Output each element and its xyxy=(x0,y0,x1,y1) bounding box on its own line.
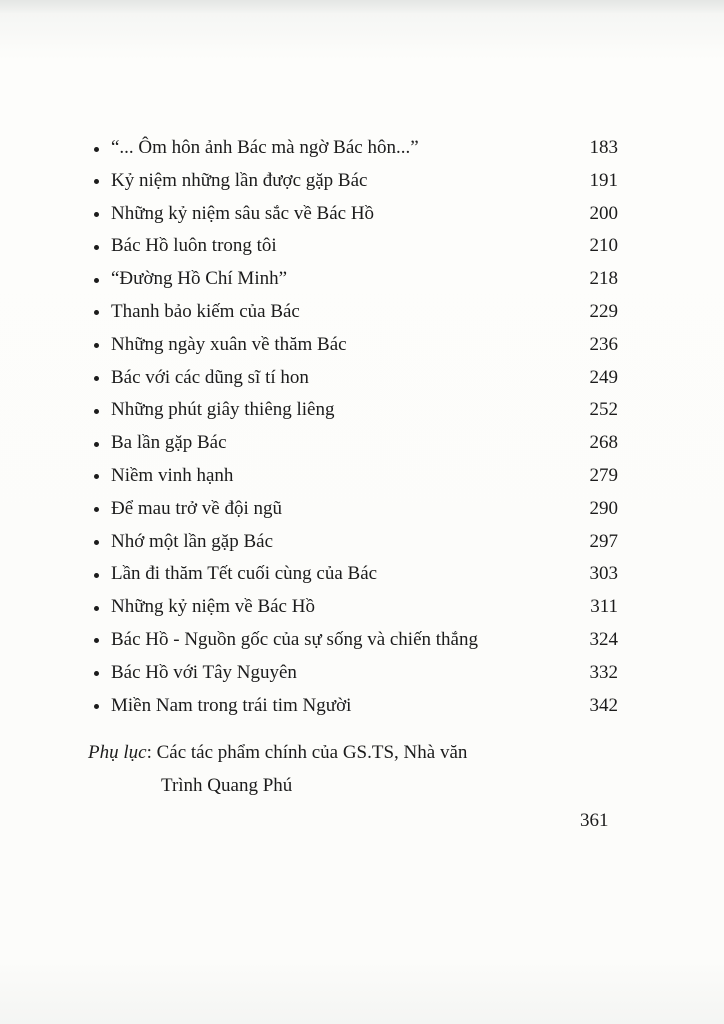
toc-entry-page: 236 xyxy=(589,333,618,355)
bullet-icon xyxy=(94,573,99,578)
toc-entry-title: Ba lần gặp Bác xyxy=(111,432,227,454)
toc-entry-page: 303 xyxy=(589,563,618,585)
bullet-icon xyxy=(94,245,99,250)
toc-entry-page: 210 xyxy=(589,235,618,257)
toc-entry xyxy=(90,362,620,395)
toc-entry-page: 268 xyxy=(589,432,618,454)
toc-entry xyxy=(90,690,620,723)
table-of-contents xyxy=(90,132,620,722)
toc-entry-page: 183 xyxy=(589,137,618,158)
appendix-text-line-1: Các tác phẩm chính của GS.TS, Nhà văn xyxy=(156,742,468,763)
toc-entry xyxy=(90,591,620,624)
toc-entry-title: Lần đi thăm Tết cuối cùng của Bác xyxy=(111,563,378,585)
appendix-label: Phụ lục xyxy=(88,742,147,763)
toc-entry-page: 249 xyxy=(589,366,618,388)
toc-entry-title: Niềm vinh hạnh xyxy=(111,464,234,486)
toc-entry xyxy=(90,657,620,690)
toc-entry xyxy=(90,526,620,559)
toc-entry-title: Nhớ một lần gặp Bác xyxy=(111,530,274,552)
toc-entry-page: 311 xyxy=(590,596,618,618)
bullet-icon xyxy=(94,704,99,709)
toc-entry-title: Những kỷ niệm sâu sắc về Bác Hồ xyxy=(111,202,375,224)
bullet-icon xyxy=(94,376,99,381)
toc-entry-title: Những phút giây thiêng liêng xyxy=(111,399,335,421)
bullet-icon xyxy=(94,442,99,447)
page-top-edge xyxy=(0,0,724,14)
toc-entry-page: 332 xyxy=(589,661,618,683)
toc-entry xyxy=(90,263,620,296)
toc-entry xyxy=(90,427,620,460)
toc-entry-title: “Đường Hồ Chí Minh” xyxy=(111,268,288,290)
toc-entry-page: 191 xyxy=(589,169,618,191)
appendix-page-number: 361 xyxy=(580,810,609,831)
toc-entry-title: Bác với các dũng sĩ tí hon xyxy=(111,366,309,388)
toc-entry-title: “... Ôm hôn ảnh Bác mà ngờ Bác hôn...” xyxy=(111,137,419,158)
toc-entry-title: Bác Hồ - Nguồn gốc của sự sống và chiến thắng xyxy=(111,628,478,650)
appendix-separator: : xyxy=(146,742,157,763)
toc-entry xyxy=(90,493,620,526)
toc-entry xyxy=(90,329,620,362)
toc-entry xyxy=(90,460,620,493)
toc-entry xyxy=(90,198,620,231)
toc-entry-page: 297 xyxy=(589,530,618,552)
toc-entry xyxy=(90,624,620,657)
bullet-icon xyxy=(94,474,99,479)
toc-entry-page: 324 xyxy=(589,628,618,650)
appendix-entry xyxy=(88,736,628,802)
toc-entry-page: 279 xyxy=(589,464,618,486)
bullet-icon xyxy=(94,606,99,611)
bullet-icon xyxy=(94,638,99,643)
bullet-icon xyxy=(94,179,99,184)
toc-entry-title: Kỷ niệm những lần được gặp Bác xyxy=(111,169,368,191)
toc-entry-title: Để mau trở về đội ngũ xyxy=(111,497,282,519)
toc-entry-page: 229 xyxy=(589,300,618,322)
toc-entry-page: 342 xyxy=(589,694,618,716)
toc-entry-title: Thanh bảo kiếm của Bác xyxy=(111,300,300,322)
toc-entry-page: 290 xyxy=(589,497,618,519)
toc-entry xyxy=(90,558,620,591)
toc-entry xyxy=(90,296,620,329)
bullet-icon xyxy=(94,540,99,545)
toc-entry xyxy=(90,394,620,427)
appendix-line-1 xyxy=(88,736,628,769)
toc-entry xyxy=(90,132,620,165)
toc-entry xyxy=(90,165,620,198)
bullet-icon xyxy=(94,212,99,217)
bullet-icon xyxy=(94,507,99,512)
bullet-icon xyxy=(94,409,99,414)
bullet-icon xyxy=(94,671,99,676)
bullet-icon xyxy=(94,310,99,315)
toc-entry xyxy=(90,230,620,263)
bullet-icon xyxy=(94,278,99,283)
toc-entry-title: Bác Hồ với Tây Nguyên xyxy=(111,661,297,683)
toc-entry-title: Những ngày xuân về thăm Bác xyxy=(111,333,347,355)
toc-entry-title: Miền Nam trong trái tim Người xyxy=(111,694,352,716)
toc-entry-page: 252 xyxy=(589,399,618,421)
appendix-text-line-2: Trình Quang Phú xyxy=(161,775,293,796)
bullet-icon xyxy=(94,147,99,152)
bullet-icon xyxy=(94,343,99,348)
toc-entry-title: Những kỷ niệm về Bác Hồ xyxy=(111,596,315,618)
toc-entry-page: 200 xyxy=(589,202,618,224)
toc-entry-title: Bác Hồ luôn trong tôi xyxy=(111,235,277,257)
toc-entry-page: 218 xyxy=(589,268,618,290)
